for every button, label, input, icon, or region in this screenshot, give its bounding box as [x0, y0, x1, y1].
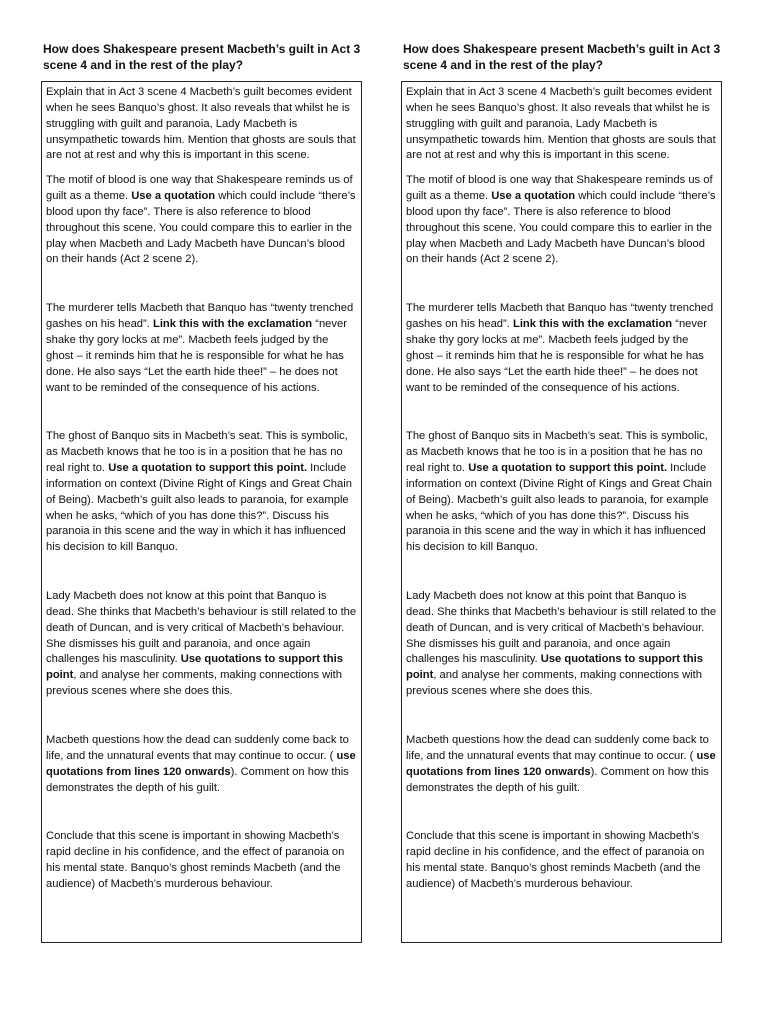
conclusion-paragraph [406, 829, 717, 892]
instruction-emphasis: Use quotations to support this point [46, 653, 343, 682]
instruction-emphasis: Use a quotation [491, 190, 576, 203]
paragraph-text: “never shake thy gory locks at me”. Macbeth feels judged by the ghost – it reminds him that he is responsible for what he has done. He also says “Let the earth hide thee!” – he does not want to be reminded of the consequence of his actions. [406, 318, 707, 394]
task-box [401, 81, 722, 943]
intro-paragraph [406, 85, 717, 164]
paragraph-text: Explain that in Act 3 scene 4 Macbeth’s guilt becomes evident when he sees Banquo’s ghost. It also reveals that whilst he is struggling with guilt and paranoia, Lady Macbeth is unsympathetic towards him. Mention that ghosts are souls that are not at rest and why this is important in this scene. [406, 86, 716, 162]
paragraph-text: The motif of blood is one way that Shakespeare reminds us of guilt as a theme. [46, 174, 353, 203]
paragraph-text: The ghost of Banquo sits in Macbeth’s seat. This is symbolic, as Macbeth knows that he too is in a position that he has no real right to. [406, 430, 708, 475]
instruction-emphasis: Use a quotation to support this point. [108, 462, 308, 475]
dead-return-paragraph [406, 733, 717, 796]
paragraph-text: Explain that in Act 3 scene 4 Macbeth’s guilt becomes evident when he sees Banquo’s ghost. It also reveals that whilst he is struggling with guilt and paranoia, Lady Macbeth is unsympathetic towards him. Mention that ghosts are souls that are not at rest and why this is important in this scene. [46, 86, 356, 162]
paragraph-text: The ghost of Banquo sits in Macbeth’s seat. This is symbolic, as Macbeth knows that he too is in a position that he has no real right to. [46, 430, 348, 475]
paragraph-text: which could include “there’s blood upon thy face”. There is also reference to blood throughout this scene. You could compare this to earlier in the play when Macbeth and Lady Macbeth have Duncan’s blood on their hands (Act 2 scene 2). [406, 190, 716, 266]
lady-macbeth-paragraph [46, 589, 357, 700]
paragraph-text: ). Comment on how this demonstrates the depth of his guilt. [406, 765, 709, 794]
paragraph-text: ). Comment on how this demonstrates the depth of his guilt. [46, 765, 349, 794]
instruction-emphasis: use quotations from lines 120 onwards [406, 749, 716, 778]
gory-locks-paragraph [406, 301, 717, 396]
instruction-emphasis: use quotations from lines 120 onwards [46, 749, 356, 778]
worksheet-column-left [41, 41, 364, 943]
paragraph-text: Macbeth questions how the dead can suddenly come back to life, and the unnatural events that may continue to occur. ( [406, 734, 709, 762]
gory-locks-paragraph [46, 301, 357, 396]
paragraph-text: Conclude that this scene is important in showing Macbeth’s rapid decline in his confidence, and the effect of paranoia on his mental state. Banquo’s ghost reminds Macbeth (and the audience) of Macbeth’s murderous behaviour. [46, 830, 345, 890]
paragraph-text: Lady Macbeth does not know at this point that Banquo is dead. She thinks that Macbeth’s behaviour is still related to the death of Duncan, and is very critical of Macbeth’s behaviour. She dismisses his guilt and paranoia, and once again challenges his masculinity. [46, 590, 357, 666]
paragraph-text: “never shake thy gory locks at me”. Macbeth feels judged by the ghost – it reminds him that he is responsible for what he has done. He also says “Let the earth hide thee!” – he does not want to be reminded of the consequence of his actions. [46, 318, 347, 394]
instruction-emphasis: Link this with the exclamation [152, 318, 313, 331]
paragraph-text: Macbeth questions how the dead can suddenly come back to life, and the unnatural events that may continue to occur. ( [46, 734, 349, 762]
blood-motif-paragraph [46, 173, 357, 268]
task-box [41, 81, 362, 943]
paragraph-text: Lady Macbeth does not know at this point that Banquo is dead. She thinks that Macbeth’s behaviour is still related to the death of Duncan, and is very critical of Macbeth’s behaviour. She dismisses his guilt and paranoia, and once again challenges his masculinity. [406, 590, 717, 666]
paragraph-text: which could include “there’s blood upon thy face”. There is also reference to blood throughout this scene. You could compare this to earlier in the play when Macbeth and Lady Macbeth have Duncan’s blood on their hands (Act 2 scene 2). [46, 190, 356, 266]
paragraph-text: The motif of blood is one way that Shakespeare reminds us of guilt as a theme. [406, 174, 713, 203]
instruction-emphasis: Use quotations to support this point [406, 653, 703, 682]
paragraph-text: , and analyse her comments, making connections with previous scenes where she does this. [406, 669, 702, 698]
conclusion-paragraph [46, 829, 357, 892]
worksheet-column-right [401, 41, 724, 943]
paragraph-text: The murderer tells Macbeth that Banquo has “twenty trenched gashes on his head”. [406, 302, 714, 331]
paragraph-text: Include information on context (Divine Right of Kings and Great Chain of Being). Macbeth’s guilt also leads to paranoia, for example when he asks, “which of you has done this?”. Discuss his paranoia in this scene and the way in which it has influenced his decision to kill Banquo. [406, 462, 712, 554]
instruction-emphasis: Use a quotation to support this point. [468, 462, 668, 475]
paragraph-text: The murderer tells Macbeth that Banquo has “twenty trenched gashes on his head”. [46, 302, 354, 331]
paragraph-text: , and analyse her comments, making connections with previous scenes where she does this. [46, 669, 342, 698]
ghost-seat-paragraph [406, 429, 717, 556]
instruction-emphasis: Link this with the exclamation [512, 318, 673, 331]
instruction-emphasis: Use a quotation [131, 190, 216, 203]
dead-return-paragraph [46, 733, 357, 796]
paragraph-text: Include information on context (Divine Right of Kings and Great Chain of Being). Macbeth’s guilt also leads to paranoia, for example when he asks, “which of you has done this?”. Discuss his paranoia in this scene and the way in which it has influenced his decision to kill Banquo. [46, 462, 352, 554]
blood-motif-paragraph [406, 173, 717, 268]
ghost-seat-paragraph [46, 429, 357, 556]
intro-paragraph [46, 85, 357, 164]
worksheet-title: How does Shakespeare present Macbeth’s guilt in Act 3 scene 4 and in the rest of the play? [403, 42, 721, 72]
lady-macbeth-paragraph [406, 589, 717, 700]
worksheet-title: How does Shakespeare present Macbeth’s guilt in Act 3 scene 4 and in the rest of the play? [43, 42, 361, 72]
paragraph-text: Conclude that this scene is important in showing Macbeth’s rapid decline in his confidence, and the effect of paranoia on his mental state. Banquo’s ghost reminds Macbeth (and the audience) of Macbeth’s murderous behaviour. [406, 830, 705, 890]
